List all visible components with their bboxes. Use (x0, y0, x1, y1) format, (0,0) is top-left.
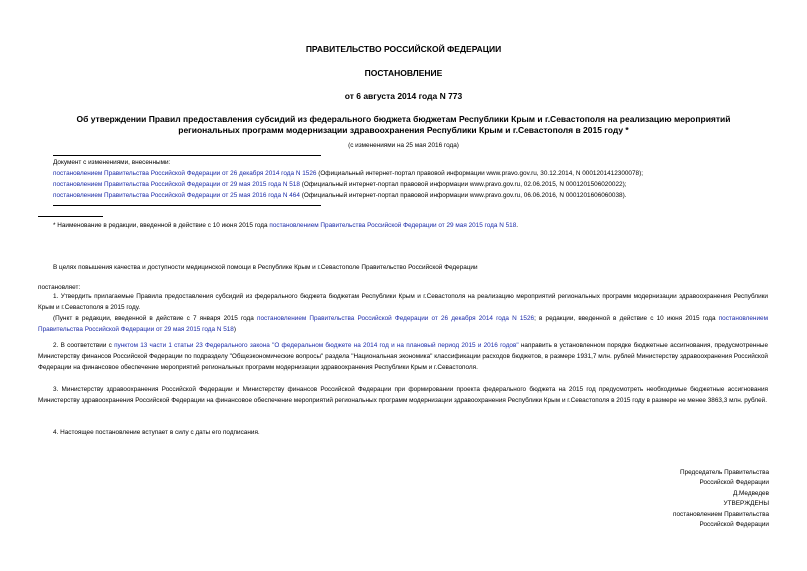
document-title-line-1: Об утверждении Правил предоставления субсидий из федерального бюджета бюджетам Республики Крым и г.Севастополя на реализацию мероприятий (76, 114, 731, 124)
amendment-source: (Официальный интернет-портал правовой информации www.pravo.gov.ru, 30.12.2014, N 0001201412300078); (316, 170, 644, 177)
amendment-source: (Официальный интернет-портал правовой информации www.pravo.gov.ru, 02.06.2015, N 0001201506020022); (299, 181, 627, 188)
paragraph-1-note (38, 313, 768, 335)
signature-block (673, 468, 769, 530)
signer-name: Д.Медведев (732, 489, 769, 497)
amendments-top-rule (53, 155, 321, 156)
approval-stamp: УТВЕРЖДЕНЫ (723, 500, 769, 508)
signature-line: Российской Федерации (699, 479, 769, 487)
note-text: ) (233, 326, 236, 333)
note-text: ; в редакции, введенной в действие с 10 июня 2015 года (534, 315, 719, 322)
amendment-link[interactable]: постановлением Правительства Российской Федерации от 25 мая 2016 года N 464 (53, 192, 300, 199)
note-link-1526[interactable]: постановлением Правительства Российской Федерации от 26 декабря 2014 года N 1526 (256, 315, 535, 322)
paragraph-3: 3. Министерству здравоохранения Российской Федерации и Министерству финансов Российской Федерации при формировании проекта федерального бюджета на 2015 год предусмотреть необходимые бюджетные ассигнования Министерству здравоохранения Российской Федерации на финансовое обеспечение мероприятий региональных программ модернизации здравоохранения Республики Крым и г.Севастополя в 2015 году в размере не менее 3863,3 млн. рублей. (38, 386, 768, 404)
document-date-number: от 6 августа 2014 года N 773 (344, 91, 463, 101)
paragraph-1: 1. Утвердить прилагаемые Правила предоставления субсидий из федерального бюджета бюджетам Республики Крым и г.Севастополя на реализацию мероприятий региональных программ модернизации здравоохранения Республики Крым и г.Севастополя в 2015 году. (38, 293, 768, 311)
footnote (53, 222, 518, 230)
approval-line: постановлением Правительства (673, 510, 769, 518)
amendment-item (53, 192, 627, 200)
document-type: ПОСТАНОВЛЕНИЕ (364, 68, 443, 78)
amendment-link[interactable]: постановлением Правительства Российской Федерации от 29 мая 2015 года N 518 (53, 181, 300, 188)
footnote-rule (38, 216, 103, 217)
footnote-link[interactable]: постановлением Правительства Российской Федерации от 29 мая 2015 года N 518 (269, 222, 517, 229)
amendments-intro: Документ с изменениями, внесенными: (53, 159, 171, 166)
paragraph-2-start: 2. В соответствии с (53, 342, 115, 349)
signature-line: Председатель Правительства (680, 469, 769, 476)
resolves-word: постановляет: (38, 284, 81, 291)
document-title-line-2: региональных программ модернизации здравоохранения Республики Крым и г.Севастополя в 2015 году * (178, 125, 629, 135)
amendment-item (53, 181, 627, 189)
approval-line: Российской Федерации (699, 521, 769, 529)
revision-note: (с изменениями на 25 мая 2016 года) (348, 142, 459, 149)
amendments-bottom-rule (53, 205, 321, 206)
paragraph-2 (38, 340, 768, 373)
government-heading: ПРАВИТЕЛЬСТВО РОССИЙСКОЙ ФЕДЕРАЦИИ (305, 44, 502, 54)
amendment-item (53, 170, 643, 178)
amendment-source: (Официальный интернет-портал правовой информации www.pravo.gov.ru, 06.06.2016, N 0001201606060038). (299, 192, 627, 199)
note-link-518[interactable]: постановлением Правительства Российской Федерации от 29 мая 2015 года N 518 (38, 315, 768, 333)
federal-law-link[interactable]: пунктом 13 части 1 статьи 23 Федерального закона "О федеральном бюджете на 2014 год и на плановый период 2015 и 2016 годов" (114, 342, 519, 349)
amendment-link[interactable]: постановлением Правительства Российской Федерации от 26 декабря 2014 года N 1526 (53, 170, 317, 177)
footnote-end: . (516, 222, 519, 229)
paragraph-4: 4. Настоящее постановление вступает в силу с даты его подписания. (53, 429, 260, 436)
preamble: В целях повышения качества и доступности медицинской помощи в Республике Крым и г.Севастополе Правительство Российской Федерации (53, 264, 478, 271)
note-text: (Пункт в редакции, введенной в действие с 7 января 2015 года (53, 315, 257, 322)
paragraph-2-rest: направить в установленном порядке бюджетные ассигнования, предусмотренные Министерству финансов Российской Федерации по подразделу "Общеэкономические вопросы" раздела "Национальная экономика" классификации расходов бюджетов, в размере 1931,7 млн. рублей Министерству здравоохранения Российской Федерации на финансовое обеспечение мероприятий региональных программ модернизации здравоохранения Республики Крым и г.Севастополя. (38, 342, 769, 371)
footnote-text: * Наименование в редакции, введенной в действие с 10 июня 2015 года (53, 222, 270, 229)
